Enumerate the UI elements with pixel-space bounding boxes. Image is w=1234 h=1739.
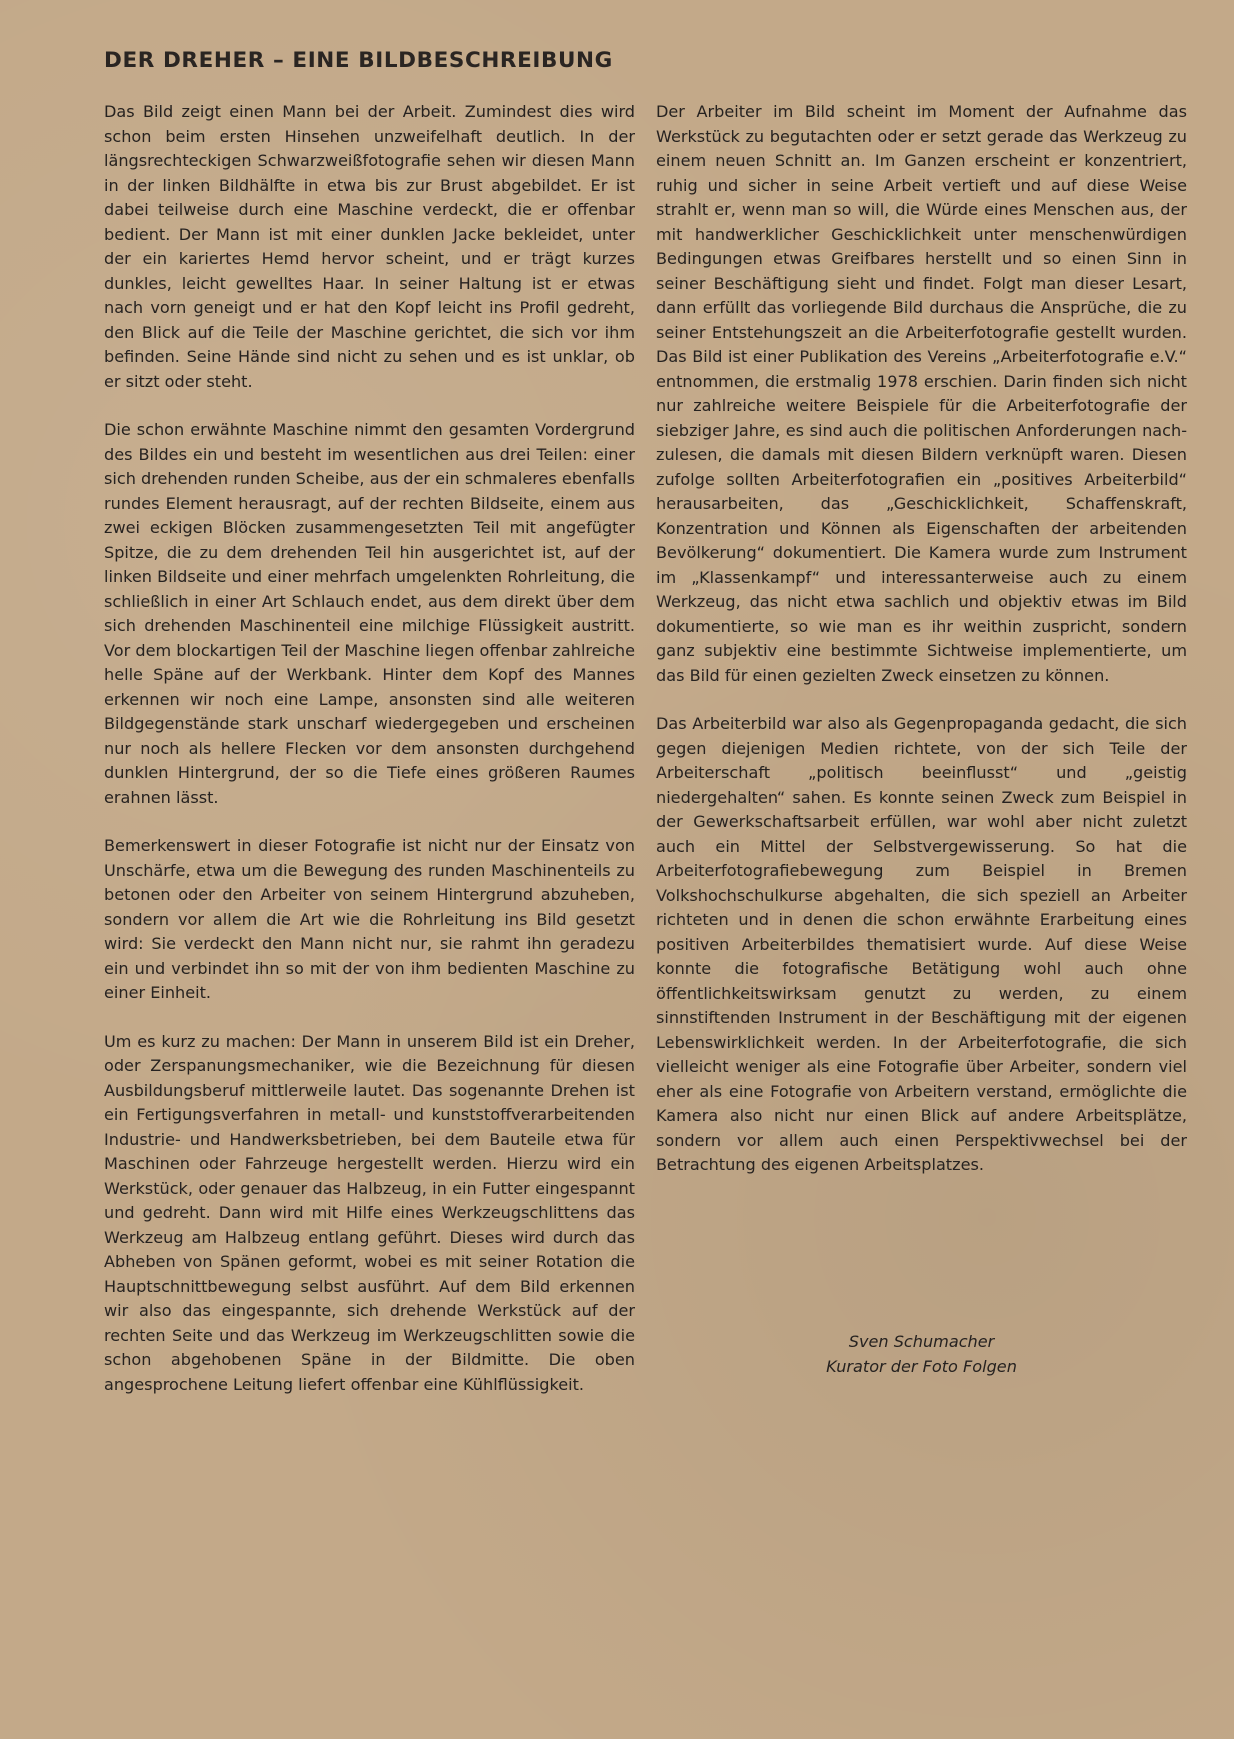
author-name: Sven Schumacher bbox=[848, 1332, 995, 1351]
paragraph: Bemerkenswert in dieser Fotografie ist nicht nur der Einsatz von Unschärfe, etwa um die Bewegung des runden Maschinenteils zu betonen oder den Arbeiter von seinem Hintergrund abzuheben, sondern vor allem die Art wie die Rohrleitung ins Bild gesetzt wird: Sie verdeckt den Mann nicht nur, sie rahmt ihn geradezu ein und verbindet ihn so mit der von ihm bedienten Maschine zu einer Einheit. bbox=[104, 836, 635, 1002]
paragraph: Die schon erwähnte Maschine nimmt den gesamten Vordergrund des Bildes ein und besteht im wesentlichen aus drei Teilen: einer sich drehenden runden Scheibe, aus der ein schmaleres ebenfalls rundes Element herausragt, auf der rechten Bildseite, einem aus zwei eckigen Blöcken zusammengesetzten Teil mit angefügter Spitze, die zu dem drehenden Teil hin ausgerichtet ist, auf der linken Bildseite und einer mehrfach umgelenkten Rohrleitung, die schließlich in einer Art Schlauch endet, aus dem direkt über dem sich drehenden Maschinenteil eine milchige Flüssigkeit austritt. Vor dem blockartigen Teil der Maschine liegen offenbar zahlreiche helle Späne auf der Werkbank. Hinter dem Kopf des Mannes erkennen wir noch eine Lampe, ansonsten sind alle weiteren Bildgegenstände stark unscharf wiedergegeben und erscheinen nur noch als hellere Flecken vor dem ansonsten durchgehend dunklen Hintergrund, der so die Tiefe eines größeren Raumes erahnen lässt. bbox=[104, 420, 635, 807]
paragraph: Der Arbeiter im Bild scheint im Moment der Aufnahme das Werkstück zu begutachten oder er setzt gerade das Werkzeug zu einem neuen Schnitt an. Im Ganzen erscheint er konzentriert, ruhig und sicher in seine Arbeit vertieft und auf diese Weise strahlt er, wenn man so will, die Würde eines Menschen aus, der mit handwerklicher Geschicklichkeit unter menschenwürdigen Bedingungen etwas Greifbares herstellt und so einen Sinn in seiner Beschäftigung sieht und findet. Folgt man dieser Lesart, dann erfüllt das vorliegende Bild durchaus die Ansprüche, die zu seiner Entstehungszeit an die Arbeiterfotografie gestellt wurden. Das Bild ist einer Publikation des Vereins „Arbeiterfotografie e.V.“ entnommen, die erstmalig 1978 erschien. Darin finden sich nicht nur zahlreiche weitere Beispiele für die Arbeiterfotografie der siebziger Jahre, es sind auch die politischen Anforderungen nachzulesen, die damals mit diesen Bildern verknüpft waren. Diesen zufolge sollten Arbeiterfotografien ein „positives Arbeiterbild“ herausarbeiten, das „Geschicklichkeit, Schaffenskraft, Konzentration und Können als Eigenschaften der arbeitenden Bevölkerung“ dokumentiert. Die Kamera wurde zum Instrument im „Klassenkampf“ und interessanterweise auch zu einem Werkzeug, das nicht etwa sachlich und objektiv etwas im Bild dokumentierte, so wie man es ihr weithin zuspricht, sondern ganz subjektiv eine bestimmte Sichtweise implementierte, um das Bild für einen gezielten Zweck einsetzen zu können. bbox=[656, 102, 1187, 685]
right-column bbox=[656, 100, 1187, 1202]
left-column bbox=[104, 100, 635, 1421]
page-title: DER DREHER – EINE BILDBESCHREIBUNG bbox=[104, 48, 613, 73]
paragraph: Das Arbeiterbild war also als Gegenpropaganda gedacht, die sich gegen diejenigen Medien richtete, von der sich Teile der Arbeiterschaft „politisch beeinflusst“ und „geistig niedergehalten“ sahen. Es konnte seinen Zweck zum Beispiel in der Gewerkschaftsarbeit erfüllen, war wohl aber nicht zuletzt auch ein Mittel der Selbstvergewisserung. So hat die Arbeiterfotografiebewegung zum Beispiel in Bremen Volkshochschulkurse abgehalten, die sich speziell an Arbeiter richteten und in denen die schon erwähnte Erarbeitung eines positiven Arbeiterbildes thematisiert wurde. Auf diese Weise konnte die fotografische Betätigung wohl auch ohne öffentlichkeitswirksam genutzt zu werden, zu einem sinnstiftenden Instrument in der Beschäftigung mit der eigenen Lebenswirklichkeit werden. In der Arbeiterfotografie, die sich vielleicht weniger als eine Fotografie über Arbeiter, sondern viel eher als eine Fotografie von Arbeitern verstand, ermöglichte die Kamera also nicht nur einen Blick auf andere Arbeitsplätze, sondern vor allem auch einen Perspektivwechsel bei der Betrachtung des eigenen Arbeitsplatzes. bbox=[656, 714, 1187, 1174]
signature-block bbox=[656, 1329, 1187, 1379]
paragraph: Das Bild zeigt einen Mann bei der Arbeit. Zumindest dies wird schon beim ersten Hinsehen unzweifelhaft deutlich. In der längsrechteckigen Schwarzweißfotografie sehen wir diesen Mann in der linken Bildhälfte in etwa bis zur Brust abgebildet. Er ist dabei teilweise durch eine Maschine verdeckt, die er offenbar bedient. Der Mann ist mit einer dunklen Jacke bekleidet, unter der ein kariertes Hemd hervor scheint, und er trägt kurzes dunkles, leicht gewelltes Haar. In seiner Haltung ist er etwas nach vorn geneigt und er hat den Kopf leicht ins Profil gedreht, den Blick auf die Teile der Maschine gerichtet, die sich vor ihm befinden. Seine Hände sind nicht zu sehen und es ist unklar, ob er sitzt oder steht. bbox=[104, 102, 635, 391]
paragraph: Um es kurz zu machen: Der Mann in unserem Bild ist ein Dreher, oder Zerspanungsmechaniker, wie die Bezeichnung für diesen Ausbildungsberuf mittlerweile lautet. Das sogenannte Drehen ist ein Fertigungsverfahren in metall- und kunststoffverarbeitenden Industrie- und Handwerksbetrieben, bei dem Bauteile etwa für Maschinen oder Fahrzeuge hergestellt werden. Hierzu wird ein Werkstück, oder genauer das Halbzeug, in ein Futter eingespannt und gedreht. Dann wird mit Hilfe eines Werkzeugschlittens das Werkzeug am Halbzeug entlang geführt. Dieses wird durch das Abheben von Spänen geformt, wobei es mit seiner Rotation die Hauptschnittbewegung selbst ausführt. Auf dem Bild erkennen wir also das eingespannte, sich drehende Werkstück auf der rechten Seite und das Werkzeug im Werkzeugschlitten sowie die schon abgehobenen Späne in der Bildmitte. Die oben angesprochene Leitung liefert offenbar eine Kühlflüssigkeit. bbox=[104, 1031, 635, 1394]
author-role: Kurator der Foto Folgen bbox=[826, 1357, 1017, 1376]
